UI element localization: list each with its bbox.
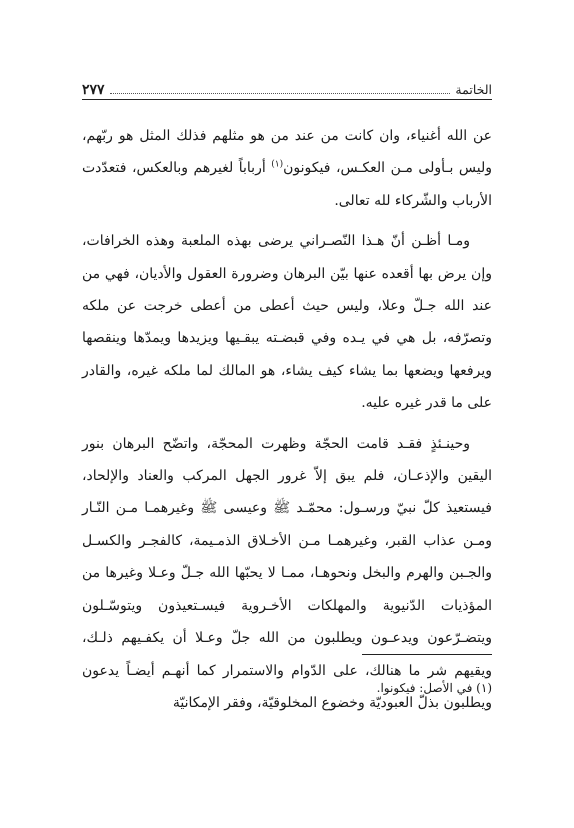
footnote-reference: (١) — [271, 159, 284, 170]
page-number: ٢٧٧ — [82, 82, 105, 98]
paragraph-1-text-after: أرباباً لغيرهم وبالعكس، فتعدّدت الأرباب والشّركاء لله تعالى. — [82, 160, 492, 209]
paragraph-2: ومـا أظـن أنّ هـذا النّصـراني يرضى بهذه الملعبة وهذه الخرافات، وإن يرض بها أقعده عنها بيّن البرهان وضرورة العقول والأديان، فهي من عند الله جـلّ وعلا، وليس حيث أعطى من أعطى خرجت عن ملكه وتصرّفه، بل هي في يـده وفي قبضـته يبقـيها ويزيدها ويمدّها وينقصها ويرفعها ويضعها بما يشاء كيف يشاء، هو المالك لما ملكه غيره، والقادر على ما قدر غيره عليه. — [82, 233, 492, 412]
running-header-title: الخاتمة — [455, 82, 492, 97]
footnote-separator — [362, 654, 492, 655]
paragraph-3: وحينـئذٍ فقـد قامت الحجّة وظهرت المحجّة، واتضّح البرهان بنور اليقين والإذعـان، فلم يبق إلاّ غرور الجهل المركب والعناد والإلحاد، فيستعيذ كلّ نبيّ ورسـول: محمّـد ﷺ وعيسى ﷺ وغيرهمـا مـن النّـار ومـن عذاب القبر، وغيرهمـا مـن الأخـلاق الذمـيمة، كالفجـر والكسـل والجـبن والهرم والبخل ونحوهـا، ممـا لا يحبّها الله جـلّ وعـلا وغيرها من المؤذيات الدّنيوية والمهلكات الأخـروية فيسـتعيذون ويتوسّـلون ويتضـرّعون ويدعـون ويطلبون من الله جلّ وعـلا أن يكفـيهم ذلـك، ويقيهم شر ما هنالك، على الدّوام والاستمرار كما أنهـم أيضـاً يدعون ويطلبون بذلّ العبوديّة وخضوع المخلوقيّة، وفقر الإمكانيّة — [82, 435, 492, 711]
footnote: (١) في الأصل: فيكونوا. — [376, 681, 492, 695]
paragraph-1 — [82, 120, 492, 217]
running-header — [82, 75, 492, 100]
paragraph-1-text: عن الله أغنياء، وان كانت من عند من هو مثلهم فذلك المثل هو ربّهم، وليس بـأولى مـن العكـس، فيكونون — [82, 128, 492, 177]
dotted-leader — [110, 92, 451, 94]
body-text — [82, 120, 492, 719]
